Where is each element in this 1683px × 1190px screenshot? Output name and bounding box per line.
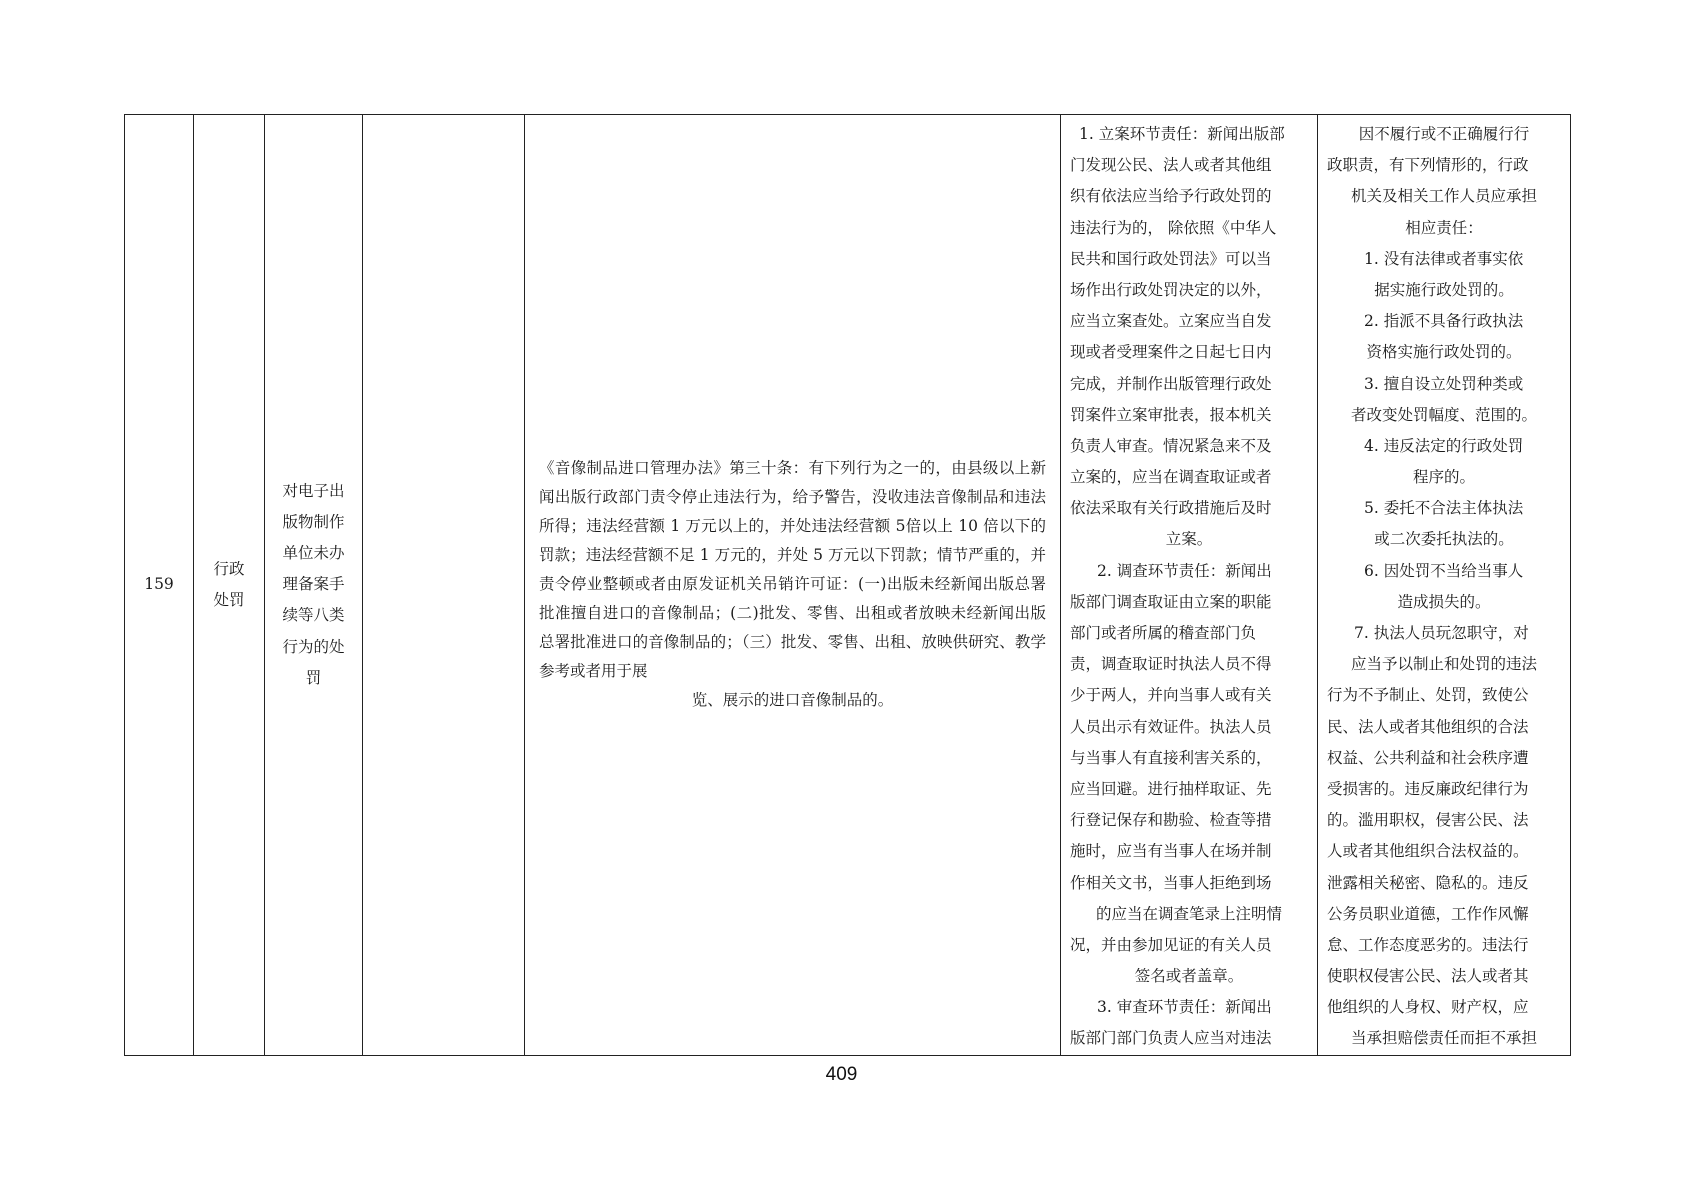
duty-line: 负责人审查。情况紧急来不及 (1070, 436, 1272, 455)
accountability-line: 他组织的人身权、财产权，应 (1327, 998, 1529, 1017)
duty-line: 2. 调查环节责任：新闻出 (1097, 561, 1272, 580)
duty-line: 3. 审查环节责任：新闻出 (1097, 998, 1272, 1017)
duty-line: 应当回避。进行抽样取证、先 (1070, 779, 1272, 798)
item-name-line: 罚 (305, 668, 322, 687)
duty-line: 少于两人，并向当事人或有关 (1070, 686, 1272, 705)
item-name-line: 版物制作 (282, 512, 345, 531)
accountability-line: 3. 擅自设立处罚种类或 (1364, 374, 1524, 393)
accountability-line: 资格实施行政处罚的。 (1366, 343, 1522, 362)
accountability-cell (1318, 115, 1571, 1056)
accountability-line: 6. 因处罚不当给当事人 (1364, 561, 1524, 580)
legal-basis-line: 批发、零售、出租或者放映未经新闻出版总署批准进口的音像制品 (539, 604, 1046, 652)
duty-line: 场作出行政处罚决定的以外， (1070, 280, 1272, 299)
item-name-line: 理备案手 (282, 575, 345, 594)
duty-line: 签名或者盖章。 (1134, 967, 1244, 986)
legal-basis-line: 《音像制品进口管理办法》第三十条：有下列行为之一的，由县级 (539, 459, 999, 478)
legal-basis-cell (525, 115, 1061, 1056)
duty-text (1061, 115, 1317, 1055)
legal-basis-line: 的；（三）批发、零售、出租、放映供研究、教学参考或者用于展 (539, 633, 1046, 681)
duty-cell (1061, 115, 1318, 1056)
duty-line: 版部门部门负责人应当对违法 (1070, 1029, 1272, 1048)
legal-basis-line: 像制品和违法所得；违法经营额 1 万元以上的，并处违法经营额 5 (539, 488, 1046, 536)
accountability-line: 造成损失的。 (1397, 592, 1491, 611)
accountability-text (1318, 115, 1570, 1055)
row-number-cell (125, 115, 194, 1056)
page-number: 409 (825, 1064, 858, 1085)
subitem-cell (363, 115, 525, 1056)
accountability-line: 4. 违反法定的行政处罚 (1364, 436, 1524, 455)
legal-basis-line: 以上新闻出版行政部门责令停止违法行为，给予警告，没收违法音 (539, 459, 1046, 507)
accountability-line: 怠、工作态度恶劣的。违法行 (1327, 935, 1529, 954)
legal-basis-line: 览、展示的进口音像制品的。 (691, 691, 894, 710)
duty-line: 罚案件立案审批表，报本机关 (1070, 405, 1272, 424)
duty-line: 门发现公民、法人或者其他组 (1070, 156, 1272, 175)
accountability-line: 相应责任： (1405, 218, 1483, 237)
accountability-line: 应当予以制止和处罚的违法 (1350, 655, 1537, 674)
accountability-line: 7. 执法人员玩忽职守，对 (1354, 624, 1529, 642)
accountability-line: 者改变处罚幅度、范围的。 (1350, 405, 1537, 424)
row-number: 159 (144, 575, 174, 594)
duty-line: 行登记保存和勘验、检查等措 (1070, 811, 1272, 830)
duty-line: 1. 立案环节责任：新闻出版部 (1079, 125, 1285, 143)
duty-line: 作相关文书，当事人拒绝到场 (1070, 873, 1272, 892)
duty-line: 立案。 (1165, 530, 1213, 549)
duty-line: 版部门调查取证由立案的职能 (1070, 592, 1272, 611)
legal-basis-line: 以下罚款；情节严重的，并责令停业整顿或者由原发证机关吊销许 (539, 546, 1046, 594)
legal-basis-line: 可证：(一)出版未经新闻出版总署批准擅自进口的音像制品；(二) (539, 575, 1046, 623)
accountability-line: 民、法人或者其他组织的合法 (1327, 717, 1529, 736)
accountability-line: 的。滥用职权，侵害公民、法 (1327, 811, 1529, 830)
item-name-line: 行为的处 (282, 637, 345, 656)
duty-line: 现或者受理案件之日起七日内 (1070, 343, 1272, 362)
accountability-line: 公务员职业道德，工作作风懈 (1327, 904, 1529, 923)
accountability-line: 机关及相关工作人员应承担 (1350, 187, 1537, 206)
accountability-line: 据实施行政处罚的。 (1374, 280, 1514, 299)
duty-line: 况，并由参加见证的有关人员 (1070, 935, 1272, 954)
accountability-line: 受损害的。违反廉政纪律行为 (1327, 779, 1529, 798)
table-row (125, 115, 1571, 1056)
category-line: 行政 (213, 559, 245, 578)
item-name-line: 续等八类 (282, 606, 345, 625)
accountability-line: 或二次委托执法的。 (1374, 530, 1514, 549)
legal-basis-line: 倍以上 10 倍以下的罚款；违法经营额不足 1 万元的，并处 5 万元 (539, 517, 1046, 565)
item-name-cell (265, 115, 363, 1056)
item-name-line: 单位未办 (282, 544, 345, 562)
duty-line: 民共和国行政处罚法》可以当 (1070, 249, 1272, 268)
duty-line: 施时，应当有当事人在场并制 (1070, 842, 1272, 861)
duty-line: 部门或者所属的稽查部门负 (1070, 624, 1257, 642)
duty-line: 的应当在调查笔录上注明情 (1095, 904, 1282, 923)
category-line: 处罚 (213, 590, 245, 609)
duty-line: 应当立案查处。立案应当自发 (1070, 312, 1272, 331)
item-name-line: 对电子出 (282, 481, 345, 500)
accountability-line: 2. 指派不具备行政执法 (1364, 312, 1524, 331)
duty-line: 责，调查取证时执法人员不得 (1070, 655, 1272, 674)
duty-line: 织有依法应当给予行政处罚的 (1070, 187, 1272, 206)
accountability-line: 权益、公共利益和社会秩序遭 (1327, 748, 1529, 767)
responsibility-table (124, 114, 1571, 1056)
accountability-line: 行为不予制止、处罚，致使公 (1327, 686, 1529, 705)
accountability-line: 人或者其他组织合法权益的。 (1327, 842, 1529, 861)
duty-line: 依法采取有关行政措施后及时 (1070, 499, 1272, 518)
accountability-line: 当承担赔偿责任而拒不承担 (1350, 1029, 1537, 1048)
duty-line: 立案的，应当在调查取证或者 (1070, 468, 1272, 487)
accountability-line: 使职权侵害公民、法人或者其 (1327, 967, 1529, 986)
accountability-line: 政职责，有下列情形的，行政 (1327, 156, 1529, 175)
duty-line: 与当事人有直接利害关系的， (1070, 748, 1272, 767)
accountability-line: 1. 没有法律或者事实依 (1364, 249, 1524, 268)
duty-line: 人员出示有效证件。执法人员 (1070, 717, 1272, 736)
accountability-line: 5. 委托不合法主体执法 (1364, 499, 1524, 518)
duty-line: 违法行为的， 除依照《中华人 (1070, 218, 1277, 237)
accountability-line: 因不履行或不正确履行行 (1358, 125, 1530, 143)
category-cell (194, 115, 265, 1056)
accountability-line: 泄露相关秘密、隐私的。违反 (1327, 873, 1529, 892)
accountability-line: 程序的。 (1412, 468, 1475, 487)
duty-line: 完成，并制作出版管理行政处 (1070, 374, 1272, 393)
